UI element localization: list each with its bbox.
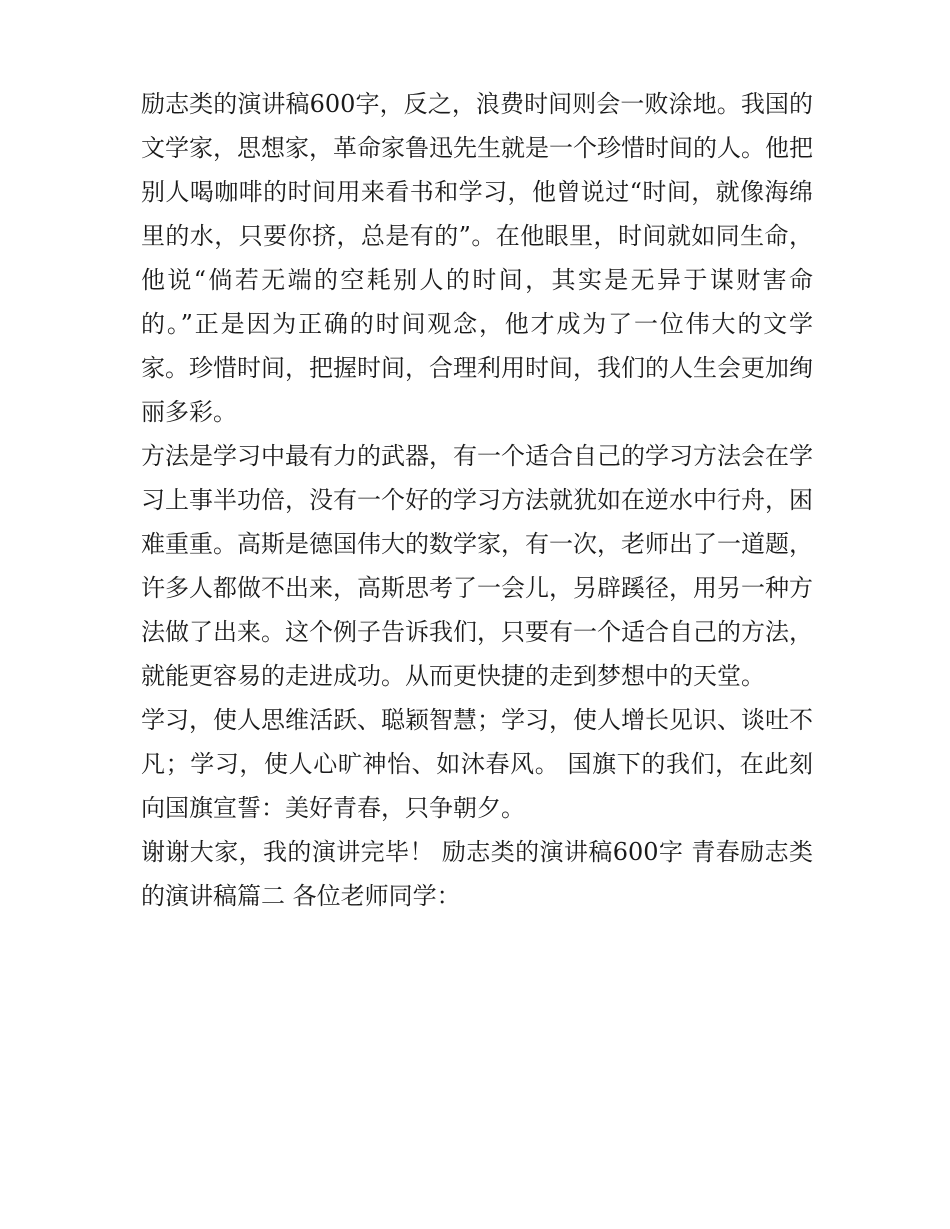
document-body <box>141 82 813 918</box>
paragraph-time: 励志类的演讲稿600字，反之，浪费时间则会一败涂地。我国的文学家，思想家，革命家鲁迅先生就是一个珍惜时间的人。他把别人喝咖啡的时间用来看书和学习，他曾说过“时间，就像海绵里的水，只要你挤，总是有的”。在他眼里，时间就如同生命，他说“倘若无端的空耗别人的时间，其实是无异于谋财害命的。”正是因为正确的时间观念，他才成为了一位伟大的文学家。珍惜时间，把握时间，合理利用时间，我们的人生会更加绚丽多彩。 <box>141 90 813 426</box>
paragraph-learning: 学习，使人思维活跃、聪颖智慧；学习，使人增长见识、谈吐不凡；学习，使人心旷神怡、如沐春风。 国旗下的我们，在此刻向国旗宣誓：美好青春，只争朝夕。 <box>141 706 813 822</box>
paragraph-method: 方法是学习中最有力的武器，有一个适合自己的学习方法会在学习上事半功倍，没有一个好的学习方法就犹如在逆水中行舟，困难重重。高斯是德国伟大的数学家，有一次，老师出了一道题，许多人都做不出来，高斯思考了一会儿，另辟蹊径，用另一种方法做了出来。这个例子告诉我们，只要有一个适合自己的方法，就能更容易的走进成功。从而更快捷的走到梦想中的天堂。 <box>141 442 813 690</box>
paragraph-closing: 谢谢大家，我的演讲完毕！ 励志类的演讲稿600字 青春励志类的演讲稿篇二 各位老师同学： <box>141 838 813 910</box>
